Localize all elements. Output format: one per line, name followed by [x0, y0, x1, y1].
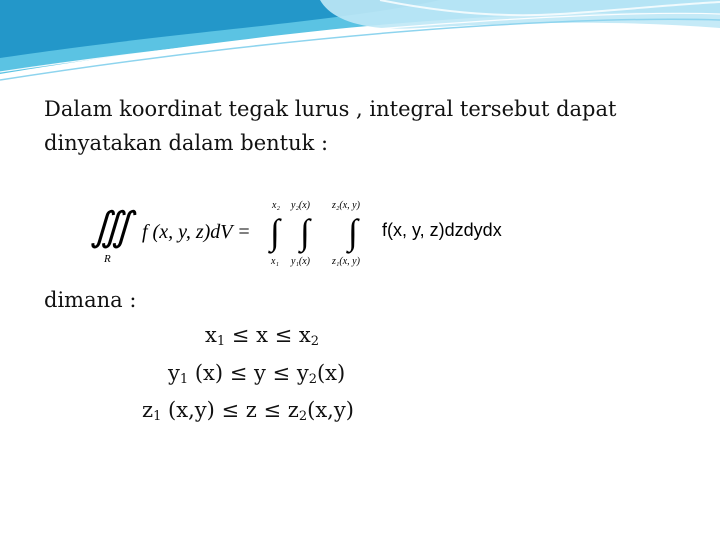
cond-x-lower-sub: 1 [216, 334, 226, 349]
inner-integrand: f(x, y, z)dzdydx [382, 220, 502, 240]
cond-x-middle: ≤ x ≤ [225, 323, 299, 347]
cond-y-upper: y [296, 361, 309, 385]
cond-z-middle: (x,y) ≤ z ≤ [161, 398, 288, 422]
integral-sign-z: ∫ [348, 212, 358, 252]
lower-limit-y: y₁(x) [291, 256, 311, 267]
cond-y-tail: (x) [316, 361, 346, 385]
cond-z-lower-sub: 1 [153, 409, 162, 424]
region-label: R [104, 253, 111, 265]
cond-y-lower: y [168, 361, 180, 385]
cond-z-upper: z [287, 398, 299, 422]
triple-integral-formula [90, 192, 540, 270]
integrand-left: f (x, y, z)dV = [142, 221, 251, 243]
intro-line-2: dinyatakan dalam bentuk : [44, 131, 329, 155]
cond-x-upper: x [298, 323, 311, 347]
condition-z [142, 395, 354, 425]
intro-paragraph [44, 92, 684, 160]
lower-limit-x: x₁ [271, 256, 279, 267]
cond-y-lower-sub: 1 [179, 372, 189, 387]
dimana-label: dimana : [44, 288, 137, 312]
cond-z-lower: z [142, 398, 154, 422]
cond-z-upper-sub: 2 [298, 409, 308, 424]
intro-line-1: Dalam koordinat tegak lurus , integral tersebut dapat [44, 97, 617, 121]
cond-x-upper-sub: 2 [310, 334, 319, 349]
cond-x-lower: x [205, 323, 217, 347]
upper-limit-y: y₂(x) [291, 200, 311, 211]
header-wave-banner [0, 0, 720, 90]
upper-limit-x: x₂ [272, 200, 280, 211]
cond-y-upper-sub: 2 [308, 372, 317, 387]
cond-y-middle: (x) ≤ y ≤ [188, 361, 297, 385]
integral-sign-x: ∫ [270, 212, 280, 252]
cond-z-tail: (x,y) [307, 398, 354, 422]
triple-integral-sign: ∭ [90, 204, 133, 249]
condition-x [205, 320, 319, 350]
integral-sign-y: ∫ [300, 212, 310, 252]
lower-limit-z: z₁(x, y) [332, 256, 360, 267]
condition-y [168, 358, 345, 388]
upper-limit-z: z₂(x, y) [332, 200, 360, 211]
